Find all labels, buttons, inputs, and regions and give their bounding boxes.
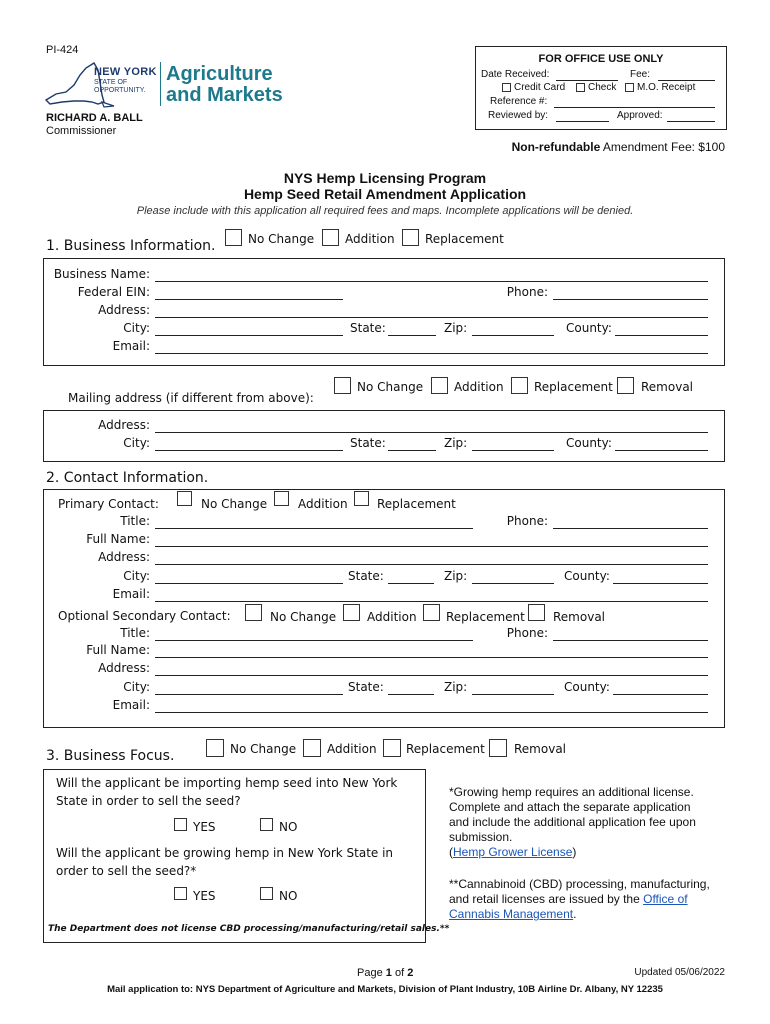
- sc-city-field[interactable]: [155, 694, 343, 695]
- cbd-note: [449, 877, 734, 922]
- date-received-line[interactable]: [556, 80, 618, 81]
- q1-no-checkbox[interactable]: [260, 818, 273, 831]
- pc-state-field[interactable]: [388, 583, 434, 584]
- fee-label: Fee:: [630, 69, 651, 80]
- pc-address-field[interactable]: [155, 564, 708, 565]
- pc-no-change-label: No Change: [201, 497, 268, 511]
- business-name-field[interactable]: [155, 281, 708, 282]
- pc-zip-label: Zip:: [444, 569, 468, 583]
- sc-county-label: County:: [564, 680, 610, 694]
- office-use-title: FOR OFFICE USE ONLY: [538, 53, 664, 65]
- mail-to: Mail application to: NYS Department of Agriculture and Markets, Division of Plant Industry, 10B Airline Dr. Albany, NY 12235: [107, 984, 663, 995]
- pc-phone-label: Phone:: [506, 514, 548, 528]
- mail-address-label: Address:: [98, 418, 150, 432]
- pc-replacement-checkbox[interactable]: [354, 491, 369, 506]
- pc-county-field[interactable]: [613, 583, 708, 584]
- state-label: State:: [350, 321, 386, 335]
- logo-line3: OPPORTUNITY.: [94, 87, 146, 94]
- of-word: of: [394, 967, 405, 979]
- zip-field[interactable]: [472, 335, 554, 336]
- q1-no-label: NO: [279, 820, 298, 834]
- section2-heading: 2. Contact Information.: [46, 470, 209, 486]
- page-word: Page: [357, 967, 383, 979]
- sc-title-label: Title:: [120, 626, 150, 640]
- mail-no-change-label: No Change: [357, 380, 424, 394]
- note1-line4: submission.: [449, 830, 513, 844]
- mo-receipt-checkbox[interactable]: [625, 83, 634, 92]
- reviewed-by-label: Reviewed by:: [488, 110, 549, 121]
- federal-ein-field[interactable]: [155, 299, 343, 300]
- pc-title-label: Title:: [120, 514, 150, 528]
- page-total: 2: [407, 967, 414, 979]
- s1-addition-checkbox[interactable]: [322, 229, 339, 246]
- pc-city-field[interactable]: [155, 583, 343, 584]
- check-label: Check: [588, 82, 617, 93]
- pc-email-label: Email:: [112, 587, 150, 601]
- mail-state-label: State:: [350, 436, 386, 450]
- cbd-disclaimer: The Department does not license CBD processing/manufacturing/retail sales.**: [48, 924, 450, 934]
- sc-city-label: City:: [123, 680, 150, 694]
- q2-no-label: NO: [279, 889, 298, 903]
- s3-no-change-checkbox[interactable]: [206, 739, 224, 757]
- city-field[interactable]: [155, 335, 343, 336]
- pc-zip-field[interactable]: [472, 583, 554, 584]
- mail-state-field[interactable]: [388, 450, 436, 451]
- ocm-link-part2[interactable]: Cannabis Management: [449, 907, 574, 921]
- logo-divider: [160, 62, 161, 106]
- mail-replacement-label: Replacement: [534, 380, 613, 394]
- city-label: City:: [123, 321, 150, 335]
- pc-phone-field[interactable]: [553, 528, 708, 529]
- pc-full-name-field[interactable]: [155, 546, 708, 547]
- phone-label: Phone:: [506, 285, 548, 299]
- note2-line2: [449, 892, 734, 907]
- s3-no-change-label: No Change: [230, 742, 297, 756]
- mail-zip-label: Zip:: [444, 436, 468, 450]
- fee-notice-rest: Amendment Fee: $100: [600, 140, 725, 154]
- sc-full-name-label: Full Name:: [86, 643, 150, 657]
- note2-line2-text: and retail licenses are issued by the: [449, 892, 644, 906]
- q1-line2: State in order to sell the seed?: [56, 794, 241, 808]
- form-id: PI-424: [46, 44, 79, 56]
- q1-line1: Will the applicant be importing hemp seed into New York: [56, 776, 398, 790]
- fee-notice: [420, 140, 725, 154]
- pc-county-label: County:: [564, 569, 610, 583]
- hemp-grower-license-link[interactable]: Hemp Grower License: [453, 845, 573, 859]
- mail-city-field[interactable]: [155, 450, 343, 451]
- pc-full-name-label: Full Name:: [86, 532, 150, 546]
- reference-label: Reference #:: [490, 96, 548, 107]
- phone-field[interactable]: [553, 299, 708, 300]
- federal-ein-label: Federal EIN:: [77, 285, 150, 299]
- pc-addition-label: Addition: [298, 497, 348, 511]
- page-num: 1: [385, 967, 392, 979]
- pc-state-label: State:: [348, 569, 384, 583]
- mail-county-label: County:: [566, 436, 612, 450]
- s3-addition-label: Addition: [327, 742, 377, 756]
- fee-notice-bold: Non-refundable: [511, 140, 601, 154]
- zip-label: Zip:: [444, 321, 468, 335]
- s3-addition-checkbox[interactable]: [303, 739, 321, 757]
- note1-line1: *Growing hemp requires an additional license.: [449, 785, 694, 799]
- address-field[interactable]: [155, 317, 708, 318]
- commissioner-name: RICHARD A. BALL: [46, 112, 143, 124]
- email-field[interactable]: [155, 353, 708, 354]
- state-field[interactable]: [388, 335, 436, 336]
- pc-email-field[interactable]: [155, 601, 708, 602]
- sc-replacement-checkbox[interactable]: [423, 604, 440, 621]
- mail-address-field[interactable]: [155, 432, 708, 433]
- mail-addition-checkbox[interactable]: [431, 377, 448, 394]
- logo-line1: NEW YORK: [94, 66, 157, 78]
- primary-contact-label: Primary Contact:: [58, 497, 159, 511]
- agency-name: [166, 64, 283, 106]
- credit-card-label: Credit Card: [514, 82, 566, 93]
- agency-line2: and Markets: [166, 84, 283, 106]
- sc-state-label: State:: [348, 680, 384, 694]
- instructions: Please include with this application all required fees and maps. Incomplete applications will be denied.: [136, 205, 634, 217]
- email-label: Email:: [112, 339, 150, 353]
- note1-link-line: (Hemp Grower License): [449, 845, 577, 859]
- fee-line[interactable]: [658, 80, 715, 81]
- s3-removal-checkbox[interactable]: [489, 739, 507, 757]
- s1-replacement-checkbox[interactable]: [402, 229, 419, 246]
- note2-line3: Cannabis Management.: [449, 907, 577, 921]
- sc-addition-checkbox[interactable]: [343, 604, 360, 621]
- sc-address-field[interactable]: [155, 675, 708, 676]
- sc-email-field[interactable]: [155, 712, 708, 713]
- sc-phone-label: Phone:: [506, 626, 548, 640]
- sc-removal-label: Removal: [553, 610, 606, 624]
- mail-zip-field[interactable]: [472, 450, 554, 451]
- mail-no-change-checkbox[interactable]: [334, 377, 351, 394]
- page-number: [357, 967, 413, 979]
- mail-removal-label: Removal: [641, 380, 694, 394]
- address-label: Address:: [98, 303, 150, 317]
- q2-line1: Will the applicant be growing hemp in New York State in: [56, 846, 394, 860]
- s3-removal-label: Removal: [514, 742, 567, 756]
- section3-heading: 3. Business Focus.: [46, 748, 175, 764]
- mail-city-label: City:: [123, 436, 150, 450]
- s1-no-change-checkbox[interactable]: [225, 229, 242, 246]
- pc-address-label: Address:: [98, 550, 150, 564]
- sc-phone-field[interactable]: [553, 640, 708, 641]
- commissioner-title: Commissioner: [46, 125, 117, 137]
- pc-addition-checkbox[interactable]: [274, 491, 289, 506]
- s1-no-change-label: No Change: [248, 232, 315, 246]
- agency-line1: Agriculture: [166, 63, 273, 85]
- page-title-line1: NYS Hemp Licensing Program: [283, 170, 487, 186]
- note1-line2: Complete and attach the separate application: [449, 800, 691, 814]
- page-title-line2: Hemp Seed Retail Amendment Application: [243, 186, 527, 202]
- q2-yes-label: YES: [193, 889, 216, 903]
- sc-zip-label: Zip:: [444, 680, 468, 694]
- section1-heading: 1. Business Information.: [46, 238, 216, 254]
- q2-line2: order to sell the seed?*: [56, 864, 197, 878]
- sc-title-field[interactable]: [155, 640, 473, 641]
- sc-no-change-label: No Change: [270, 610, 337, 624]
- credit-card-checkbox[interactable]: [502, 83, 511, 92]
- county-label: County:: [566, 321, 612, 335]
- mail-replacement-checkbox[interactable]: [511, 377, 528, 394]
- mail-addition-label: Addition: [454, 380, 504, 394]
- sc-full-name-field[interactable]: [155, 657, 708, 658]
- approved-label: Approved:: [617, 110, 663, 121]
- q2-yes-checkbox[interactable]: [174, 887, 187, 900]
- sc-county-field[interactable]: [613, 694, 708, 695]
- approved-line[interactable]: [667, 121, 715, 122]
- sc-email-label: Email:: [112, 698, 150, 712]
- pc-title-field[interactable]: [155, 528, 473, 529]
- sc-zip-field[interactable]: [472, 694, 554, 695]
- mo-receipt-label: M.O. Receipt: [637, 82, 696, 93]
- reference-line[interactable]: [554, 107, 715, 108]
- s3-replacement-label: Replacement: [406, 742, 485, 756]
- updated-date: Updated 05/06/2022: [634, 967, 725, 978]
- mail-county-field[interactable]: [615, 450, 708, 451]
- ny-state-logo: [44, 60, 159, 112]
- mailing-address-label: Mailing address (if different from above):: [68, 391, 314, 405]
- pc-city-label: City:: [123, 569, 150, 583]
- sc-address-label: Address:: [98, 661, 150, 675]
- county-field[interactable]: [615, 335, 708, 336]
- office-use-box: [475, 46, 727, 130]
- business-name-label: Business Name:: [53, 267, 150, 281]
- mail-removal-checkbox[interactable]: [617, 377, 634, 394]
- sc-addition-label: Addition: [367, 610, 417, 624]
- pc-replacement-label: Replacement: [377, 497, 456, 511]
- q1-yes-label: YES: [193, 820, 216, 834]
- ocm-link-part1[interactable]: Office of: [643, 892, 688, 906]
- s1-replacement-label: Replacement: [425, 232, 504, 246]
- s3-replacement-checkbox[interactable]: [383, 739, 401, 757]
- sc-no-change-checkbox[interactable]: [245, 604, 262, 621]
- s1-addition-label: Addition: [345, 232, 395, 246]
- secondary-contact-label: Optional Secondary Contact:: [58, 609, 231, 623]
- sc-state-field[interactable]: [388, 694, 434, 695]
- note2-line1: **Cannabinoid (CBD) processing, manufacturing,: [449, 877, 710, 891]
- check-checkbox[interactable]: [576, 83, 585, 92]
- sc-replacement-label: Replacement: [446, 610, 525, 624]
- pc-no-change-checkbox[interactable]: [177, 491, 192, 506]
- hemp-grower-note: [449, 785, 734, 860]
- logo-line2: STATE OF: [94, 79, 128, 86]
- reviewed-by-line[interactable]: [556, 121, 609, 122]
- q1-yes-checkbox[interactable]: [174, 818, 187, 831]
- q2-no-checkbox[interactable]: [260, 887, 273, 900]
- note1-line3: and include the additional application fee upon: [449, 815, 696, 829]
- sc-removal-checkbox[interactable]: [528, 604, 545, 621]
- date-received-label: Date Received:: [481, 69, 550, 80]
